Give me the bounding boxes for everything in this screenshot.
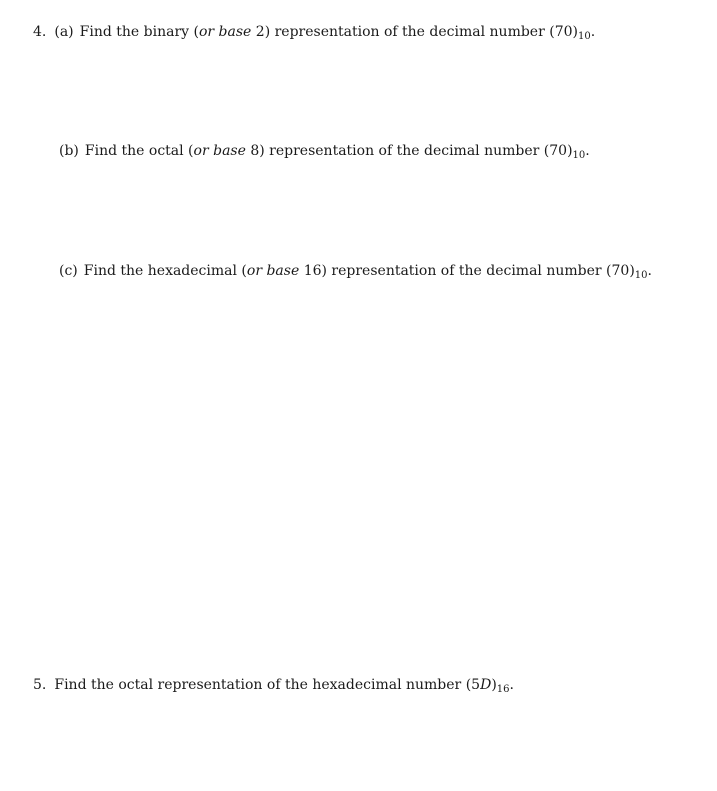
question-text: Find the octal representation of the hexadecimal number (5: [54, 677, 481, 693]
question-text: Find the binary (: [79, 24, 199, 40]
italic-or: or: [246, 263, 263, 279]
part-label: (b): [59, 143, 79, 159]
part-label: (c): [59, 263, 78, 279]
part-label: (a): [54, 24, 74, 40]
period: .: [590, 24, 596, 40]
italic-D: D: [480, 677, 492, 693]
italic-or: or: [198, 24, 215, 40]
period: .: [647, 263, 652, 279]
question-4a: [33, 23, 595, 41]
period: .: [509, 677, 514, 693]
question-4c: [59, 262, 652, 280]
close-paren: ): [491, 677, 497, 693]
italic-base: base: [218, 24, 252, 40]
question-text-rest: 2) representation of the decimal number (70): [255, 24, 578, 40]
italic-or: or: [193, 143, 209, 159]
subscript-base: 10: [577, 31, 591, 42]
subscript-base: 16: [496, 684, 510, 695]
italic-base: base: [213, 143, 246, 159]
question-5: [33, 676, 514, 694]
question-4b: [59, 142, 590, 160]
question-number: 4.: [33, 24, 47, 40]
question-text: Find the octal (: [84, 143, 194, 159]
subscript-base: 10: [634, 270, 648, 281]
question-text-rest: 16) representation of the decimal number (70): [303, 263, 635, 279]
question-number: 5.: [33, 677, 47, 693]
question-text-rest: 8) representation of the decimal number (70): [250, 143, 573, 159]
subscript-base: 10: [572, 150, 586, 161]
period: .: [585, 143, 590, 159]
italic-base: base: [266, 263, 300, 279]
question-text: Find the hexadecimal (: [83, 263, 247, 279]
